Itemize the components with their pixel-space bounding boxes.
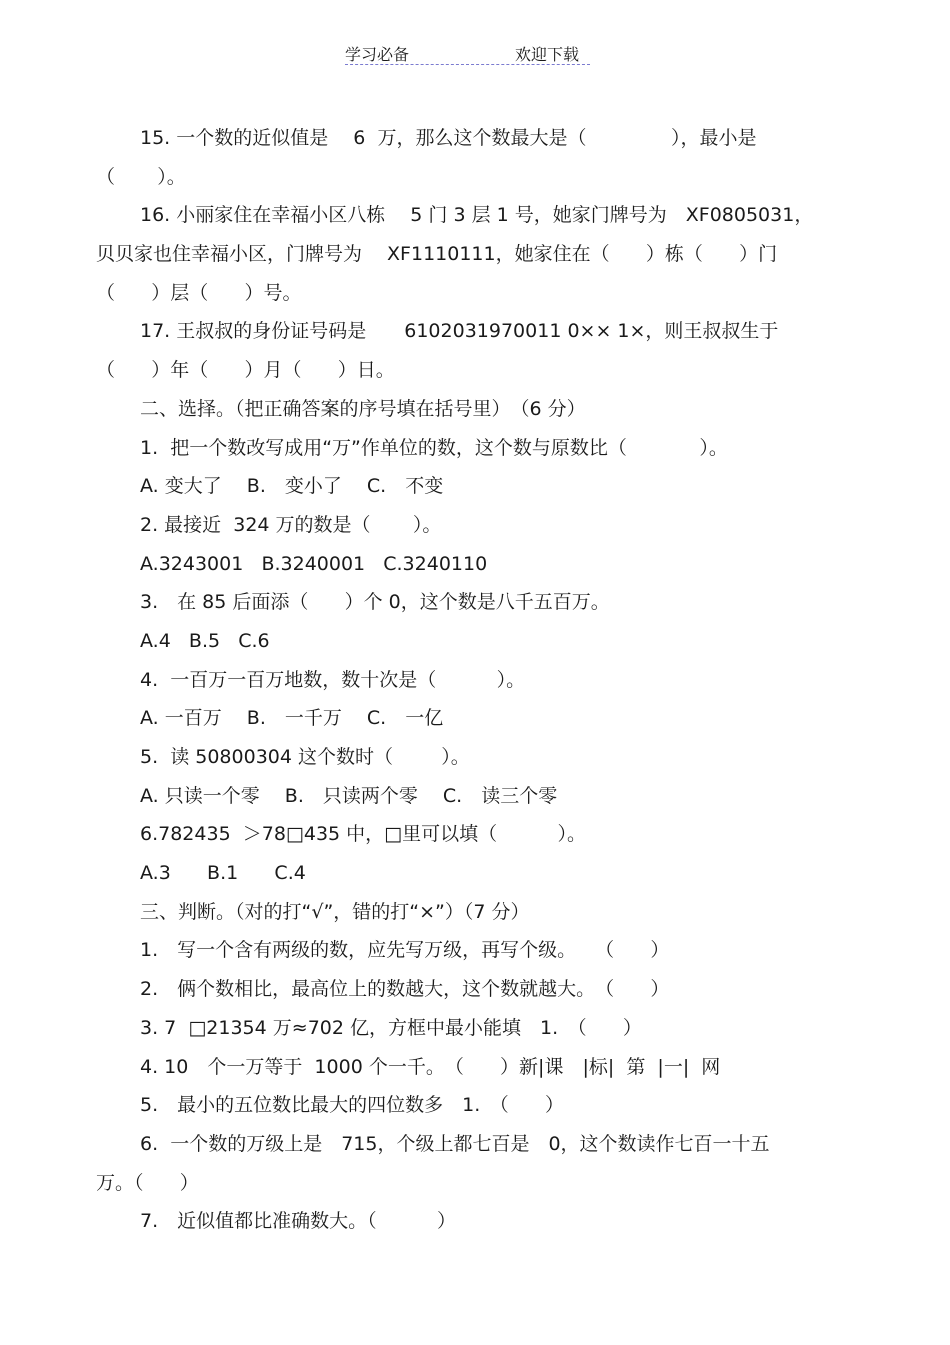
- choice-4-options: A. 一百万 B. 一千万 C. 一亿: [140, 707, 444, 730]
- judge-1: 1. 写一个含有两级的数，应先写万级，再写个级。 （ ）: [140, 939, 670, 962]
- choice-4-question: 4. 一百万一百万地数，数十次是（ ）。: [140, 668, 526, 691]
- choice-1-question: 1. 把一个数改写成用“万”作单位的数，这个数与原数比（ ）。: [140, 436, 728, 459]
- question-17-line-2: （ ）年（ ）月（ ）日。: [96, 359, 395, 382]
- choice-5-question: 5. 读 50800304 这个数时（ ）。: [140, 746, 470, 768]
- choice-6-options: A.3 B.1 C.4: [140, 862, 306, 885]
- worksheet-body: [0, 119, 950, 1241]
- choice-2-question: 2. 最接近 324 万的数是（ ）。: [140, 513, 442, 536]
- question-17-line-1: 17. 王叔叔的身份证号码是 6102031970011 0×× 1×，则王叔叔生于: [140, 320, 779, 343]
- page-header: [345, 42, 590, 65]
- choice-5-options: A. 只读一个零 B. 只读两个零 C. 读三个零: [140, 784, 558, 807]
- choice-1-options: A. 变大了 B. 变小了 C. 不变: [140, 475, 444, 498]
- judge-2: 2. 俩个数相比，最高位上的数越大，这个数就越大。 （ ）: [140, 978, 670, 1001]
- section-3-heading: 三、判断。（对的打“√”，错的打“×”）（7 分）: [140, 900, 530, 923]
- header-right-text: 欢迎下载: [515, 45, 580, 64]
- judge-7: 7. 近似值都比准确数大。（ ）: [140, 1210, 457, 1233]
- question-16-line-3: （ ）层（ ）号。: [96, 281, 302, 304]
- judge-6-line-2: 万。（ ）: [96, 1171, 199, 1194]
- question-16-line-1: 16. 小丽家住在幸福小区八栋 5 门 3 层 1 号，她家门牌号为 XF0805031，: [140, 204, 814, 227]
- header-left-text: 学习必备: [345, 45, 410, 64]
- judge-5: 5. 最小的五位数比最大的四位数多 1. （ ）: [140, 1094, 564, 1117]
- judge-3: 3. 7 □21354 万≈702 亿，方框中最小能填 1. （ ）: [140, 1016, 642, 1039]
- judge-6-line-1: 6. 一个数的万级上是 715，个级上都七百是 0，这个数读作七百一十五: [140, 1132, 770, 1155]
- question-15-line-1: 15. 一个数的近似值是 6 万，那么这个数最大是（ ），最小是: [140, 127, 757, 149]
- choice-3-question: 3. 在 85 后面添（ ）个 0，这个数是八千五百万。: [140, 591, 610, 614]
- judge-4: 4. 10 个一万等于 1000 个一千。 （ ）新|课 |标| 第 |一| 网: [140, 1055, 721, 1078]
- choice-6-question: 6.782435 ＞78□435 中，□里可以填（ ）。: [140, 823, 587, 846]
- choice-2-options: A.3243001 B.3240001 C.3240110: [140, 552, 488, 575]
- question-15-line-2: （ ）。: [96, 165, 186, 188]
- question-16-line-2: 贝贝家也住幸福小区，门牌号为 XF1110111，她家住在（ ）栋（ ）门: [96, 243, 778, 266]
- section-2-heading: 二、选择。（把正确答案的序号填在括号里） （6 分）: [140, 397, 586, 420]
- choice-3-options: A.4 B.5 C.6: [140, 629, 270, 652]
